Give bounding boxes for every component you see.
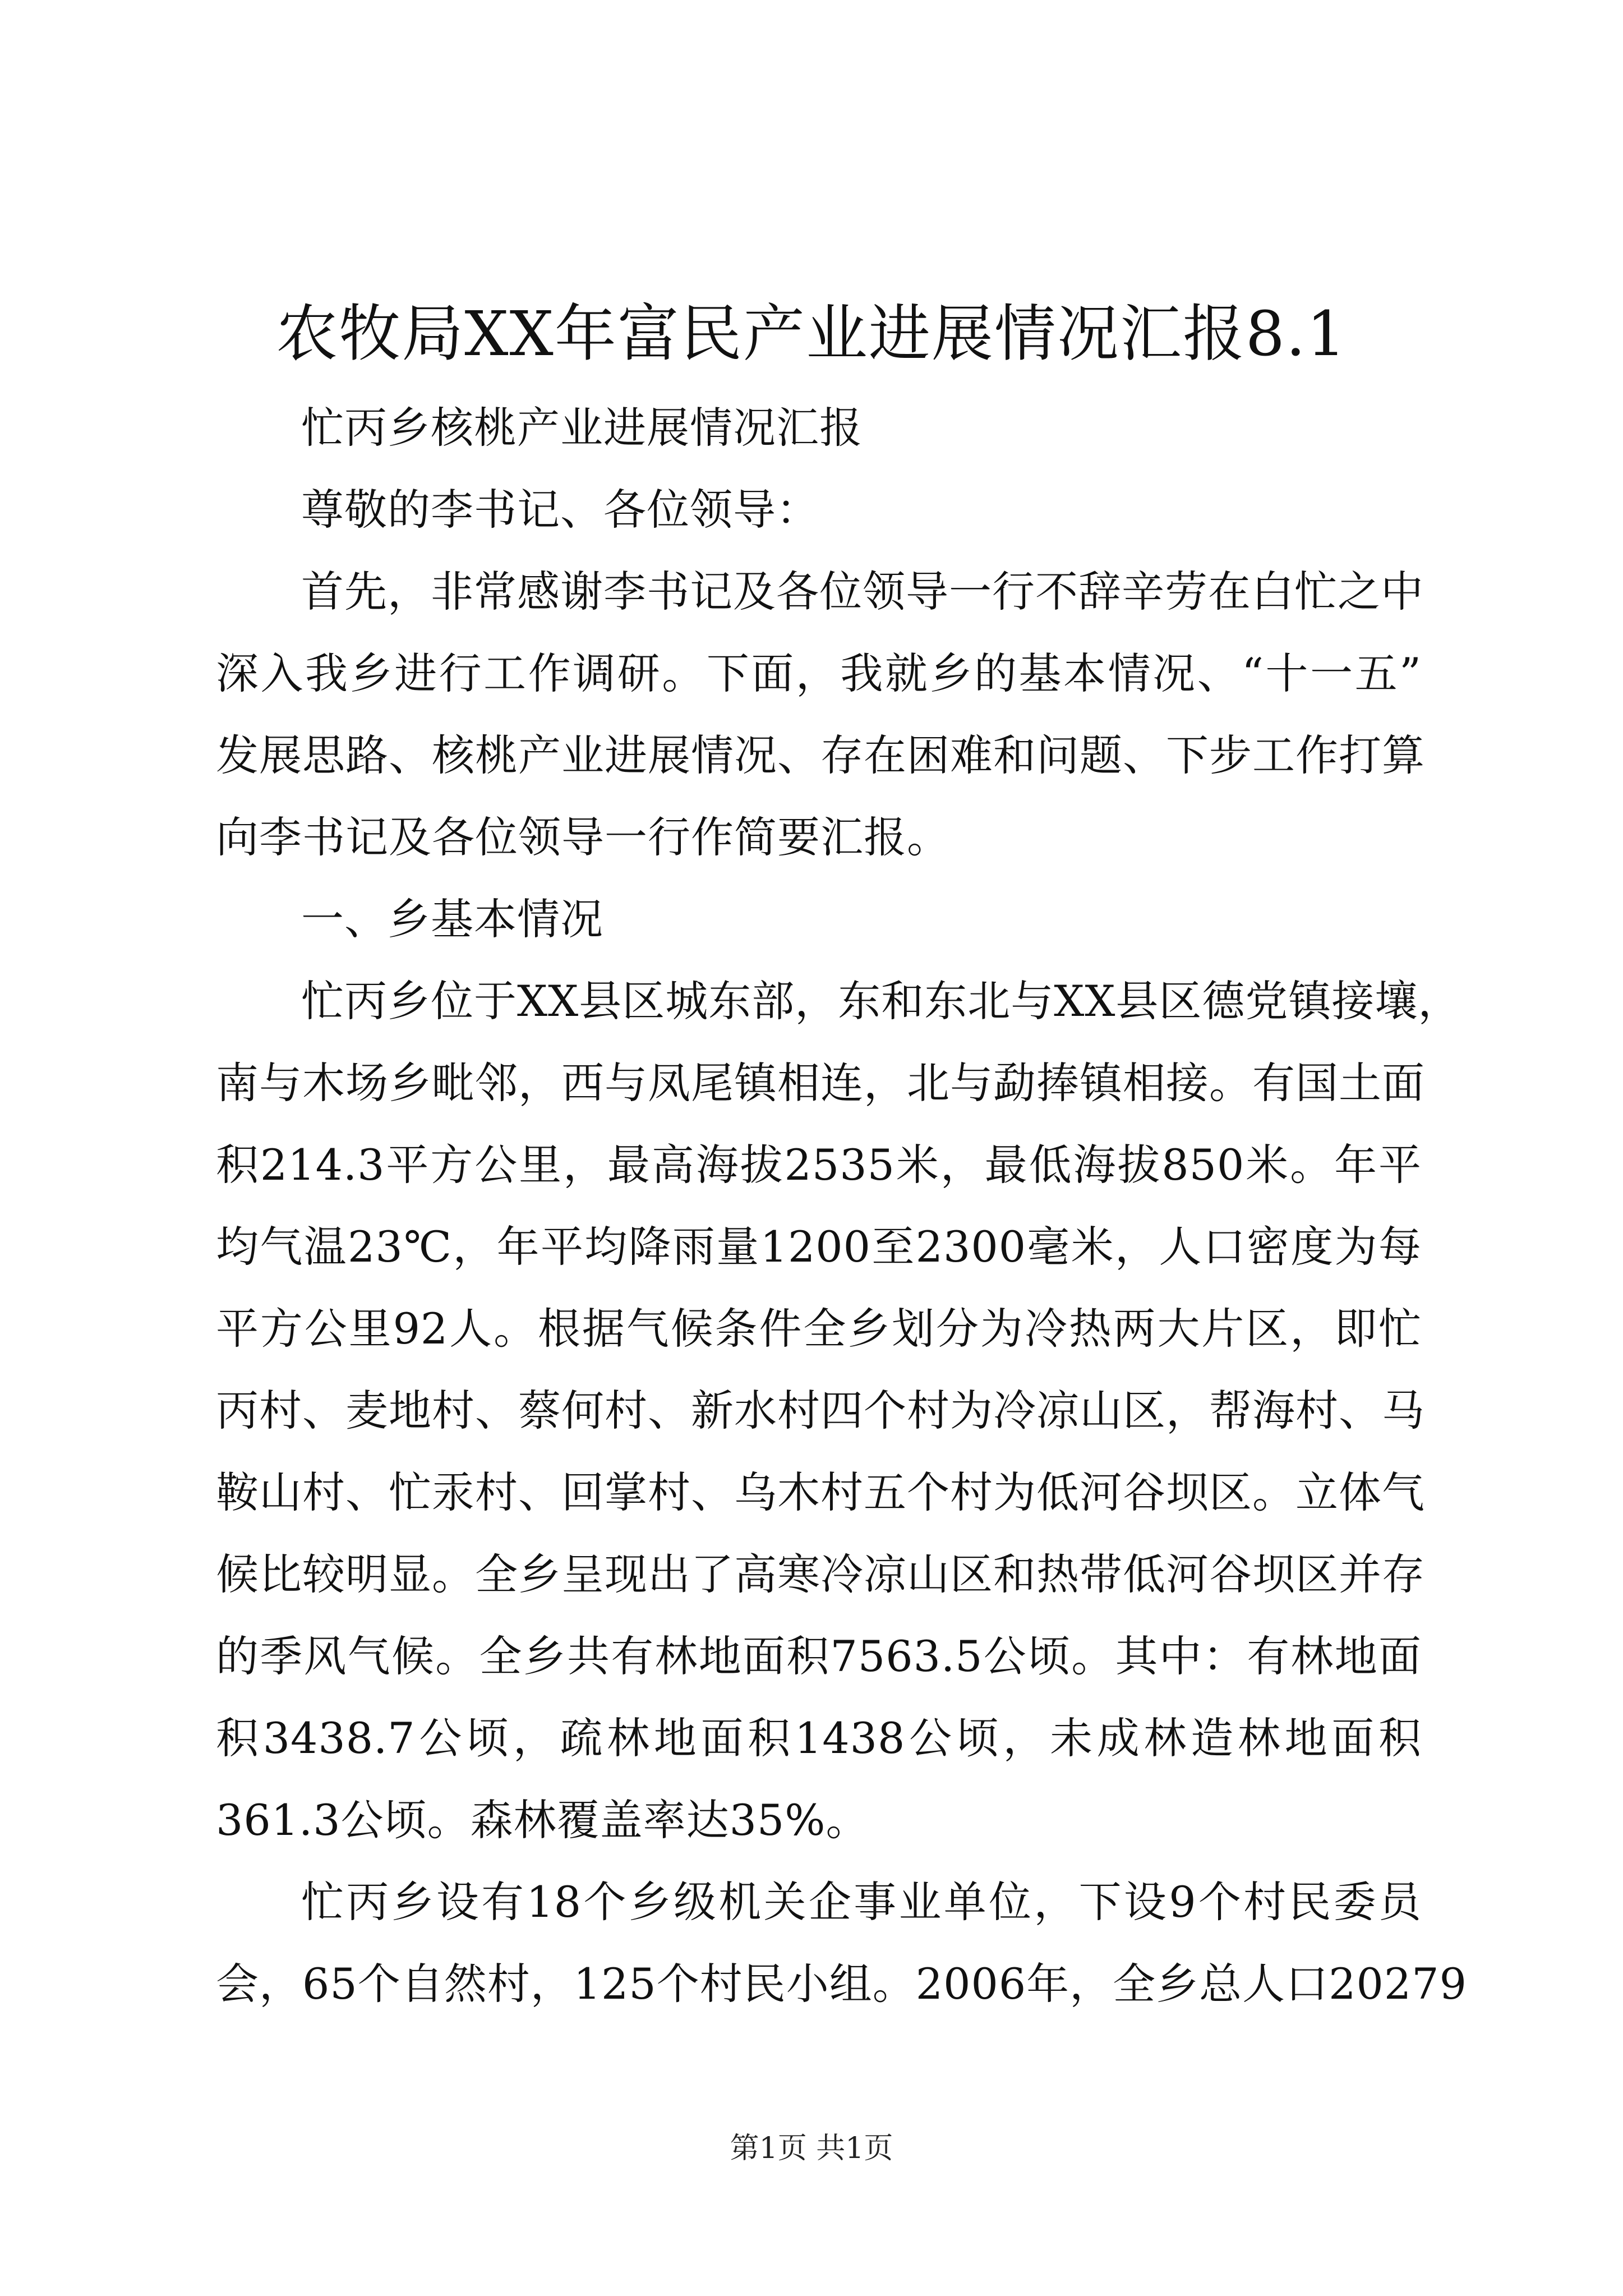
section-heading: 一、乡基本情况 (301, 894, 603, 944)
paragraph-line: 忙丙乡位于XX县区城东部，东和东北与XX县区德党镇接壤， (301, 976, 1461, 1026)
paragraph-line: 会，65个自然村，125个村民小组。2006年，全乡总人口20279 (216, 1959, 1467, 2009)
paragraph-line: 鞍山村、忙汞村、回掌村、乌木村五个村为低河谷坝区。立体气 (216, 1467, 1425, 1517)
paragraph-line: 忙丙乡设有18个乡级机关企事业单位，下设9个村民委员 (301, 1877, 1422, 1927)
paragraph-line: 南与木场乡毗邻，西与凤尾镇相连，北与勐捧镇相接。有国土面 (216, 1058, 1425, 1108)
paragraph-line: 丙村、麦地村、蔡何村、新水村四个村为冷凉山区，帮海村、马 (216, 1386, 1425, 1435)
paragraph-line: 均气温23℃，年平均降雨量1200至2300毫米，人口密度为每 (216, 1222, 1422, 1272)
paragraph-line: 首先，非常感谢李书记及各位领导一行不辞辛劳在白忙之中 (301, 567, 1424, 616)
paragraph-line: 积214.3平方公里，最高海拔2535米，最低海拔850米。年平 (216, 1140, 1422, 1190)
document-body (216, 387, 1467, 2025)
paragraph-line: 深入我乡进行工作调研。下面，我就乡的基本情况、“十一五” (216, 648, 1422, 698)
paragraph-line: 候比较明显。全乡呈现出了高寒冷凉山区和热带低河谷坝区并存 (216, 1549, 1425, 1599)
paragraph-line: 发展思路、核桃产业进展情况、存在困难和问题、下步工作打算 (216, 730, 1425, 780)
paragraph-line: 361.3公顷。森林覆盖率达35%。 (216, 1795, 869, 1845)
paragraph-line: 平方公里92人。根据气候条件全乡划分为冷热两大片区，即忙 (216, 1304, 1422, 1354)
subtitle-line: 忙丙乡核桃产业进展情况汇报 (301, 403, 863, 453)
page-number-footer: 第1页 共1页 (730, 2132, 893, 2165)
salutation-line: 尊敬的李书记、各位领导： (301, 485, 819, 535)
paragraph-line: 积3438.7公顷，疏林地面积1438公顷，未成林造林地面积 (216, 1713, 1422, 1763)
paragraph-line: 的季风气候。全乡共有林地面积7563.5公顷。其中：有林地面 (216, 1631, 1422, 1681)
document-title: 农牧局XX年富民产业进展情况汇报8.1 (276, 298, 1347, 370)
paragraph-line: 向李书记及各位领导一行作简要汇报。 (216, 812, 950, 862)
